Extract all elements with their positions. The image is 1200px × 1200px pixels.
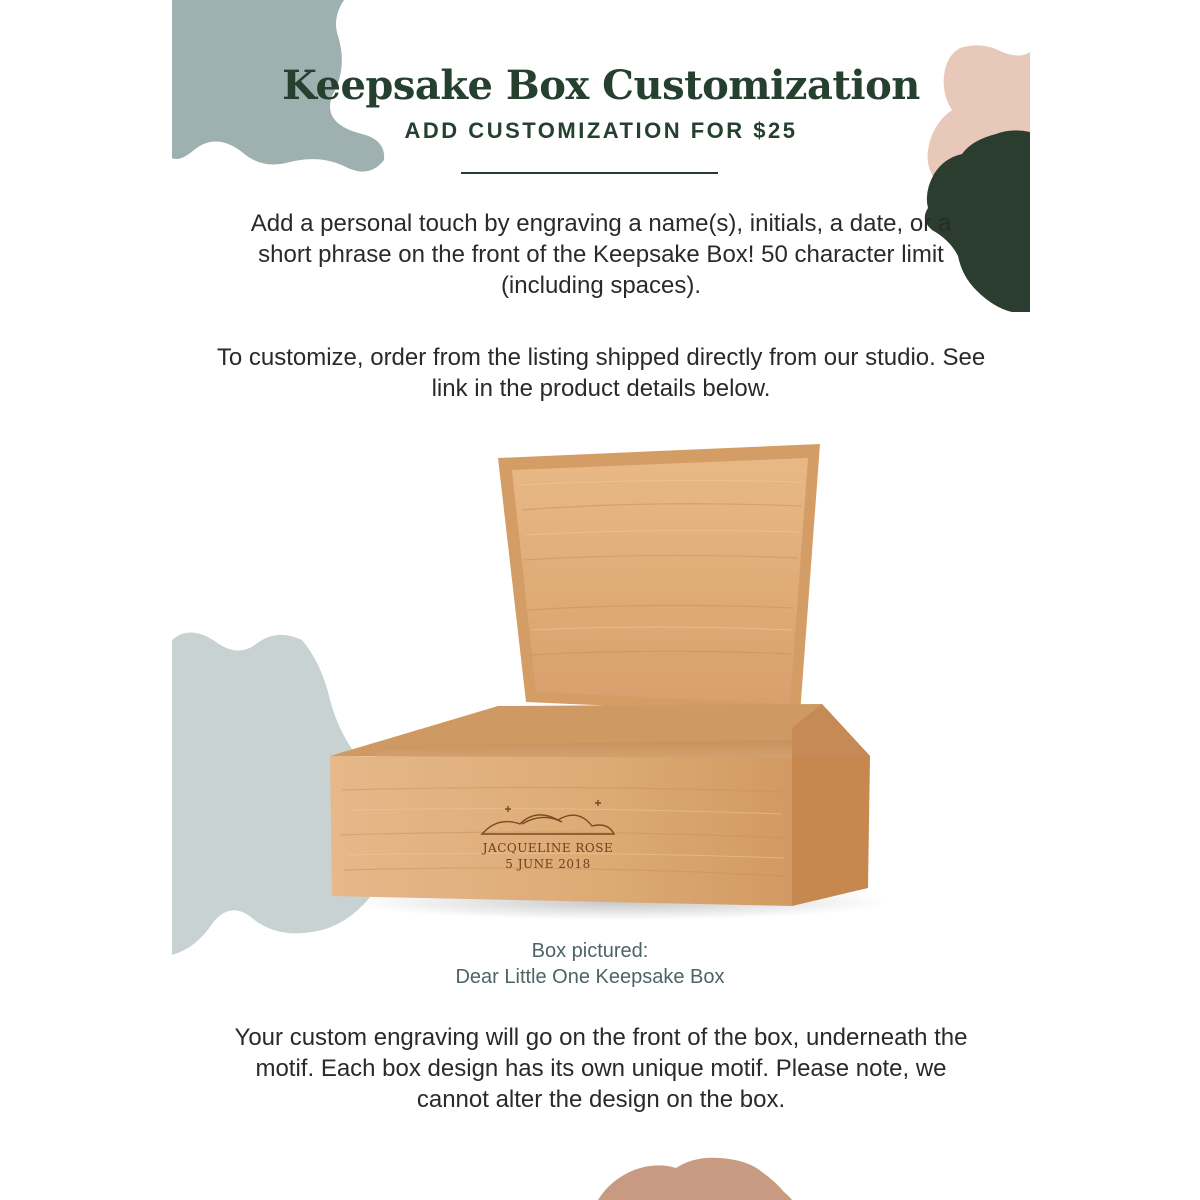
product-info-panel bbox=[172, 0, 1030, 1200]
intro-paragraph: Add a personal touch by engraving a name(s), initials, a date, or a short phrase on the front of the Keepsake Box! 50 character limit (including spaces). bbox=[250, 210, 952, 299]
price-subtitle: ADD CUSTOMIZATION FOR $25 bbox=[404, 118, 798, 143]
product-caption bbox=[172, 938, 1008, 990]
engraving-date: 5 JUNE 2018 bbox=[505, 857, 591, 871]
engraving-name: JACQUELINE ROSE bbox=[482, 841, 614, 855]
caption-product-name: Dear Little One Keepsake Box bbox=[455, 966, 725, 988]
caption-label: Box pictured: bbox=[531, 940, 649, 962]
engraving-note: Your custom engraving will go on the front of the box, underneath the motif. Each box design has its own unique motif. Please note, we cannot alter the design on the box. bbox=[234, 1024, 968, 1113]
keepsake-box-photo bbox=[322, 440, 882, 925]
title-divider bbox=[461, 172, 718, 174]
box-body bbox=[330, 704, 870, 906]
ordering-instructions: To customize, order from the listing shipped directly from our studio. See link in the product details below. bbox=[216, 344, 986, 402]
box-lid bbox=[498, 444, 820, 714]
page-title: Keepsake Box Customization bbox=[282, 62, 920, 109]
terracotta-blob bbox=[598, 1158, 792, 1200]
